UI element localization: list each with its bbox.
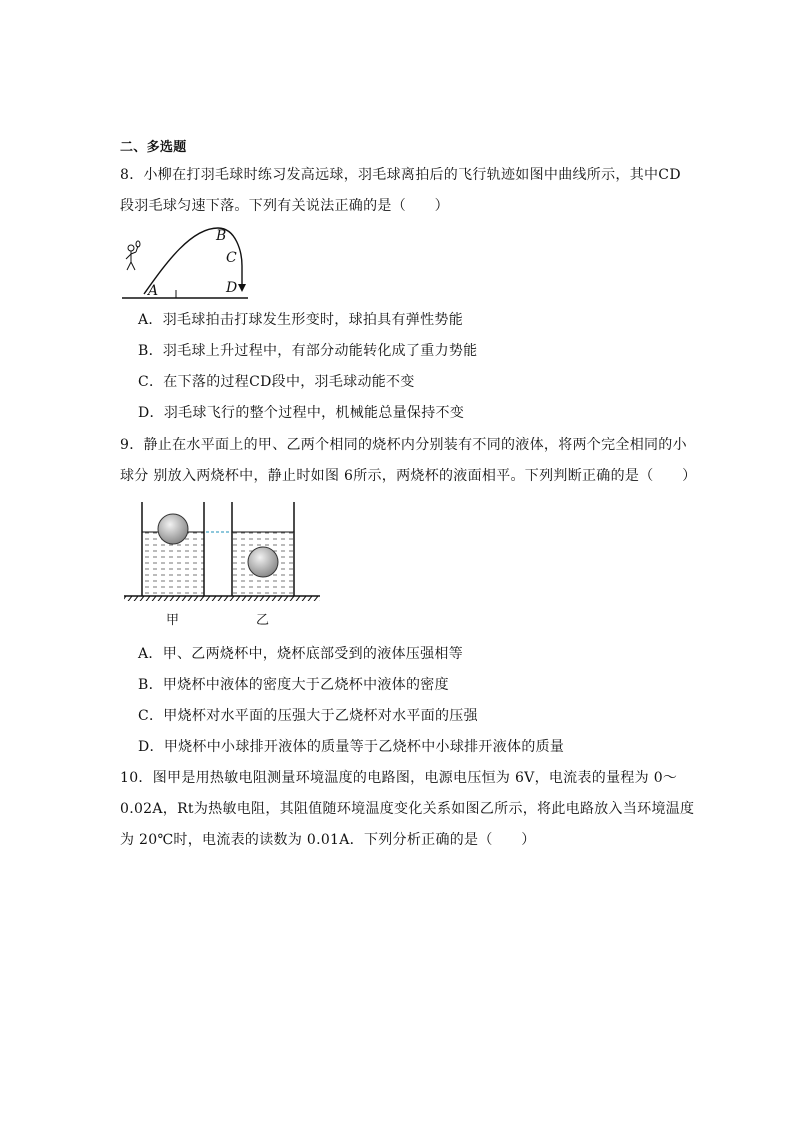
beaker-jia-label: 甲 — [166, 613, 180, 628]
ball-jia — [158, 514, 188, 544]
q8-option-b: B．羽毛球上升过程中，有部分动能转化成了重力势能 — [138, 343, 478, 359]
q9-option-a: A．甲、乙两烧杯中，烧杯底部受到的液体压强相等 — [138, 646, 464, 662]
ball-yi — [248, 547, 278, 577]
q8-option-a: A．羽毛球拍击打球发生形变时，球拍具有弹性势能 — [138, 312, 464, 328]
q10-stem-line3: 为 20℃时，电流表的读数为 0.01A．下列分析正确的是（ ） — [120, 832, 536, 848]
section-title: 二、多选题 — [120, 140, 187, 155]
point-d-label: D — [226, 280, 238, 296]
beaker-yi-label: 乙 — [256, 613, 270, 628]
q9-stem-line1: 9．静止在水平面上的甲、乙两个相同的烧杯内分别装有不同的液体，将两个完全相同的小 — [120, 437, 687, 453]
q8-option-d: D．羽毛球飞行的整个过程中，机械能总量保持不变 — [138, 405, 465, 421]
q10-stem-line2: 0.02A，Rt为热敏电阻，其阻值随环境温度变化关系如图乙所示，将此电路放入当环境温度 — [120, 801, 695, 817]
q9-stem-line2: 球分 别放入两烧杯中，静止时如图 6所示，两烧杯的液面相平。下列判断正确的是（ ） — [120, 468, 697, 484]
beaker-jia — [142, 502, 204, 596]
q8-figure-trajectory — [118, 222, 258, 302]
q8-stem-line2: 段羽毛球匀速下落。下列有关说法正确的是（ ） — [120, 198, 449, 214]
q9-option-c: C．甲烧杯对水平面的压强大于乙烧杯对水平面的压强 — [138, 708, 478, 724]
point-c-label: C — [226, 250, 237, 266]
beaker-yi — [232, 502, 294, 596]
q8-stem-line1: 8．小柳在打羽毛球时练习发高远球，羽毛球离拍后的飞行轨迹如图中曲线所示，其中CD — [120, 167, 681, 183]
q9-option-b: B．甲烧杯中液体的密度大于乙烧杯中液体的密度 — [138, 677, 449, 693]
q9-figure-beakers — [120, 500, 330, 630]
q9-option-d: D．甲烧杯中小球排开液体的质量等于乙烧杯中小球排开液体的质量 — [138, 739, 565, 755]
player-figure-icon — [126, 241, 140, 270]
q8-option-c: C．在下落的过程CD段中，羽毛球动能不变 — [138, 374, 415, 390]
q10-stem-line1: 10．图甲是用热敏电阻测量环境温度的电路图，电源电压恒为 6V，电流表的量程为 0～ — [120, 770, 678, 786]
point-a-label: A — [148, 283, 159, 299]
point-b-label: B — [216, 228, 227, 244]
